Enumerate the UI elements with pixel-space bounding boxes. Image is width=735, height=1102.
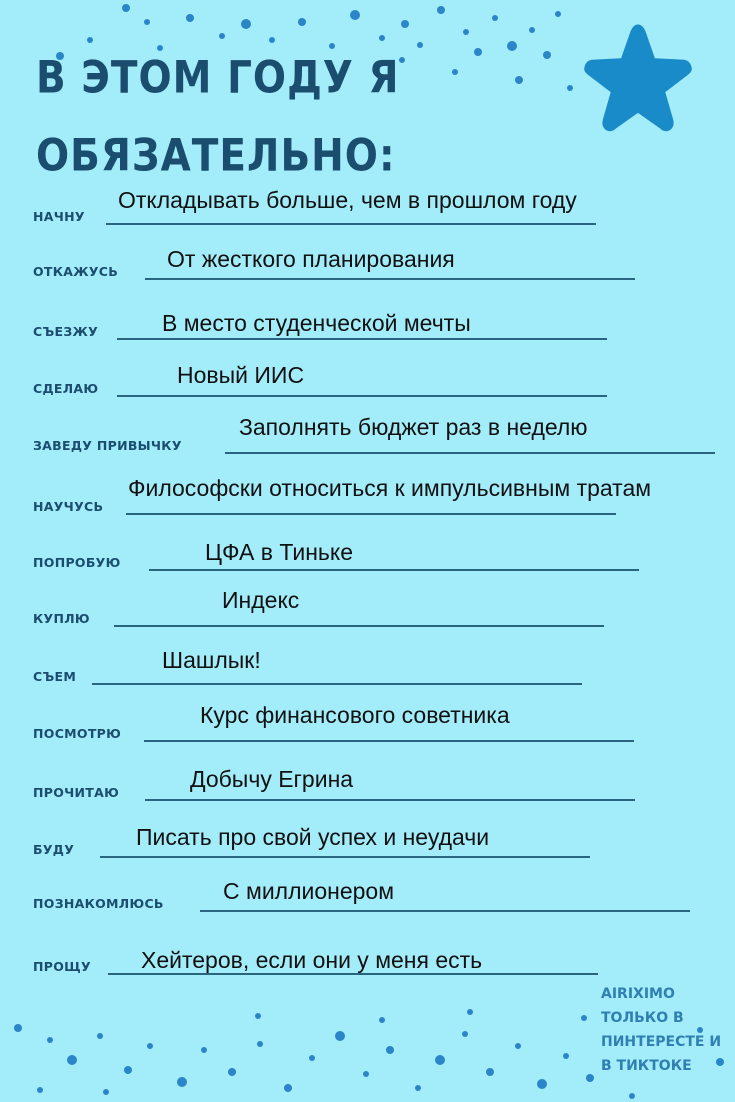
- list-item-8: [0, 587, 735, 626]
- list-item-1: [0, 187, 735, 224]
- item-answer: От жесткого планирования: [167, 246, 455, 272]
- page-title-line2: ОБЯЗАТЕЛЬНО:: [36, 130, 396, 182]
- item-label: ПОПРОБУЮ: [33, 555, 121, 570]
- list-item-10: [0, 702, 735, 741]
- item-label: ОТКАЖУСЬ: [33, 264, 119, 279]
- list-item-6: [0, 475, 735, 514]
- item-answer: Добычу Егрина: [190, 766, 354, 792]
- item-answer: Индекс: [222, 587, 300, 613]
- answer-line: [144, 740, 634, 742]
- answer-line: [145, 799, 635, 801]
- item-answer: Курс финансового советника: [200, 702, 510, 728]
- item-label: КУПЛЮ: [33, 611, 90, 626]
- credit-line3: ПИНТЕРЕСТЕ И: [601, 1034, 722, 1050]
- item-answer: Заполнять бюджет раз в неделю: [239, 414, 588, 440]
- item-answer: С миллионером: [223, 878, 395, 904]
- credit-line2: ТОЛЬКО В: [601, 1010, 684, 1026]
- item-label: СДЕЛАЮ: [33, 381, 99, 396]
- answer-line: [145, 278, 635, 280]
- list-item-12: [0, 824, 735, 857]
- item-label: СЪЕМ: [33, 669, 77, 684]
- list-item-5: [0, 414, 735, 453]
- answer-line: [149, 569, 639, 571]
- list-item-9: [0, 647, 735, 684]
- answer-line: [117, 395, 607, 397]
- item-answer: ЦФА в Тиньке: [205, 539, 354, 565]
- answer-line: [114, 625, 604, 627]
- item-answer: Шашлык!: [162, 647, 261, 673]
- list-item-2: [0, 246, 735, 279]
- answer-line: [106, 223, 596, 225]
- item-answer: Писать про свой успех и неудачи: [136, 824, 490, 850]
- item-label: ЗАВЕДУ ПРИВЫЧКУ: [33, 438, 182, 453]
- item-label: НАЧНУ: [33, 209, 85, 224]
- answer-line: [117, 338, 607, 340]
- list-item-14: [0, 947, 735, 974]
- item-label: СЪЕЗЖУ: [33, 324, 99, 339]
- item-label: НАУЧУСЬ: [33, 499, 104, 514]
- item-label: ПРОЧИТАЮ: [33, 785, 120, 800]
- star-icon: [573, 8, 703, 158]
- answer-line: [225, 452, 715, 454]
- item-answer: Философски относиться к импульсивным тратам: [128, 475, 652, 501]
- list-item-7: [0, 539, 735, 570]
- list-item-4: [0, 362, 735, 396]
- page-title-line1: В ЭТОМ ГОДУ Я: [36, 52, 400, 104]
- credit-line1: AIRIXIMO: [601, 986, 675, 1002]
- list-item-13: [0, 878, 735, 911]
- credit-line4: В ТИКТОКЕ: [601, 1058, 692, 1074]
- list-item-11: [0, 766, 735, 800]
- answer-line: [126, 513, 616, 515]
- answer-line: [200, 910, 690, 912]
- author-credit: [601, 982, 721, 1078]
- item-answer: Хейтеров, если они у меня есть: [141, 947, 483, 973]
- item-answer: Новый ИИС: [177, 362, 305, 388]
- answer-line: [92, 683, 582, 685]
- list-item-3: [0, 310, 735, 339]
- item-label: ПОСМОТРЮ: [33, 726, 122, 741]
- answer-line: [100, 856, 590, 858]
- item-answer: Откладывать больше, чем в прошлом году: [118, 187, 577, 213]
- item-label: ПОЗНАКОМЛЮСЬ: [33, 896, 164, 911]
- item-label: БУДУ: [33, 842, 75, 857]
- item-label: ПРОЩУ: [33, 959, 91, 974]
- item-answer: В место студенческой мечты: [162, 310, 471, 336]
